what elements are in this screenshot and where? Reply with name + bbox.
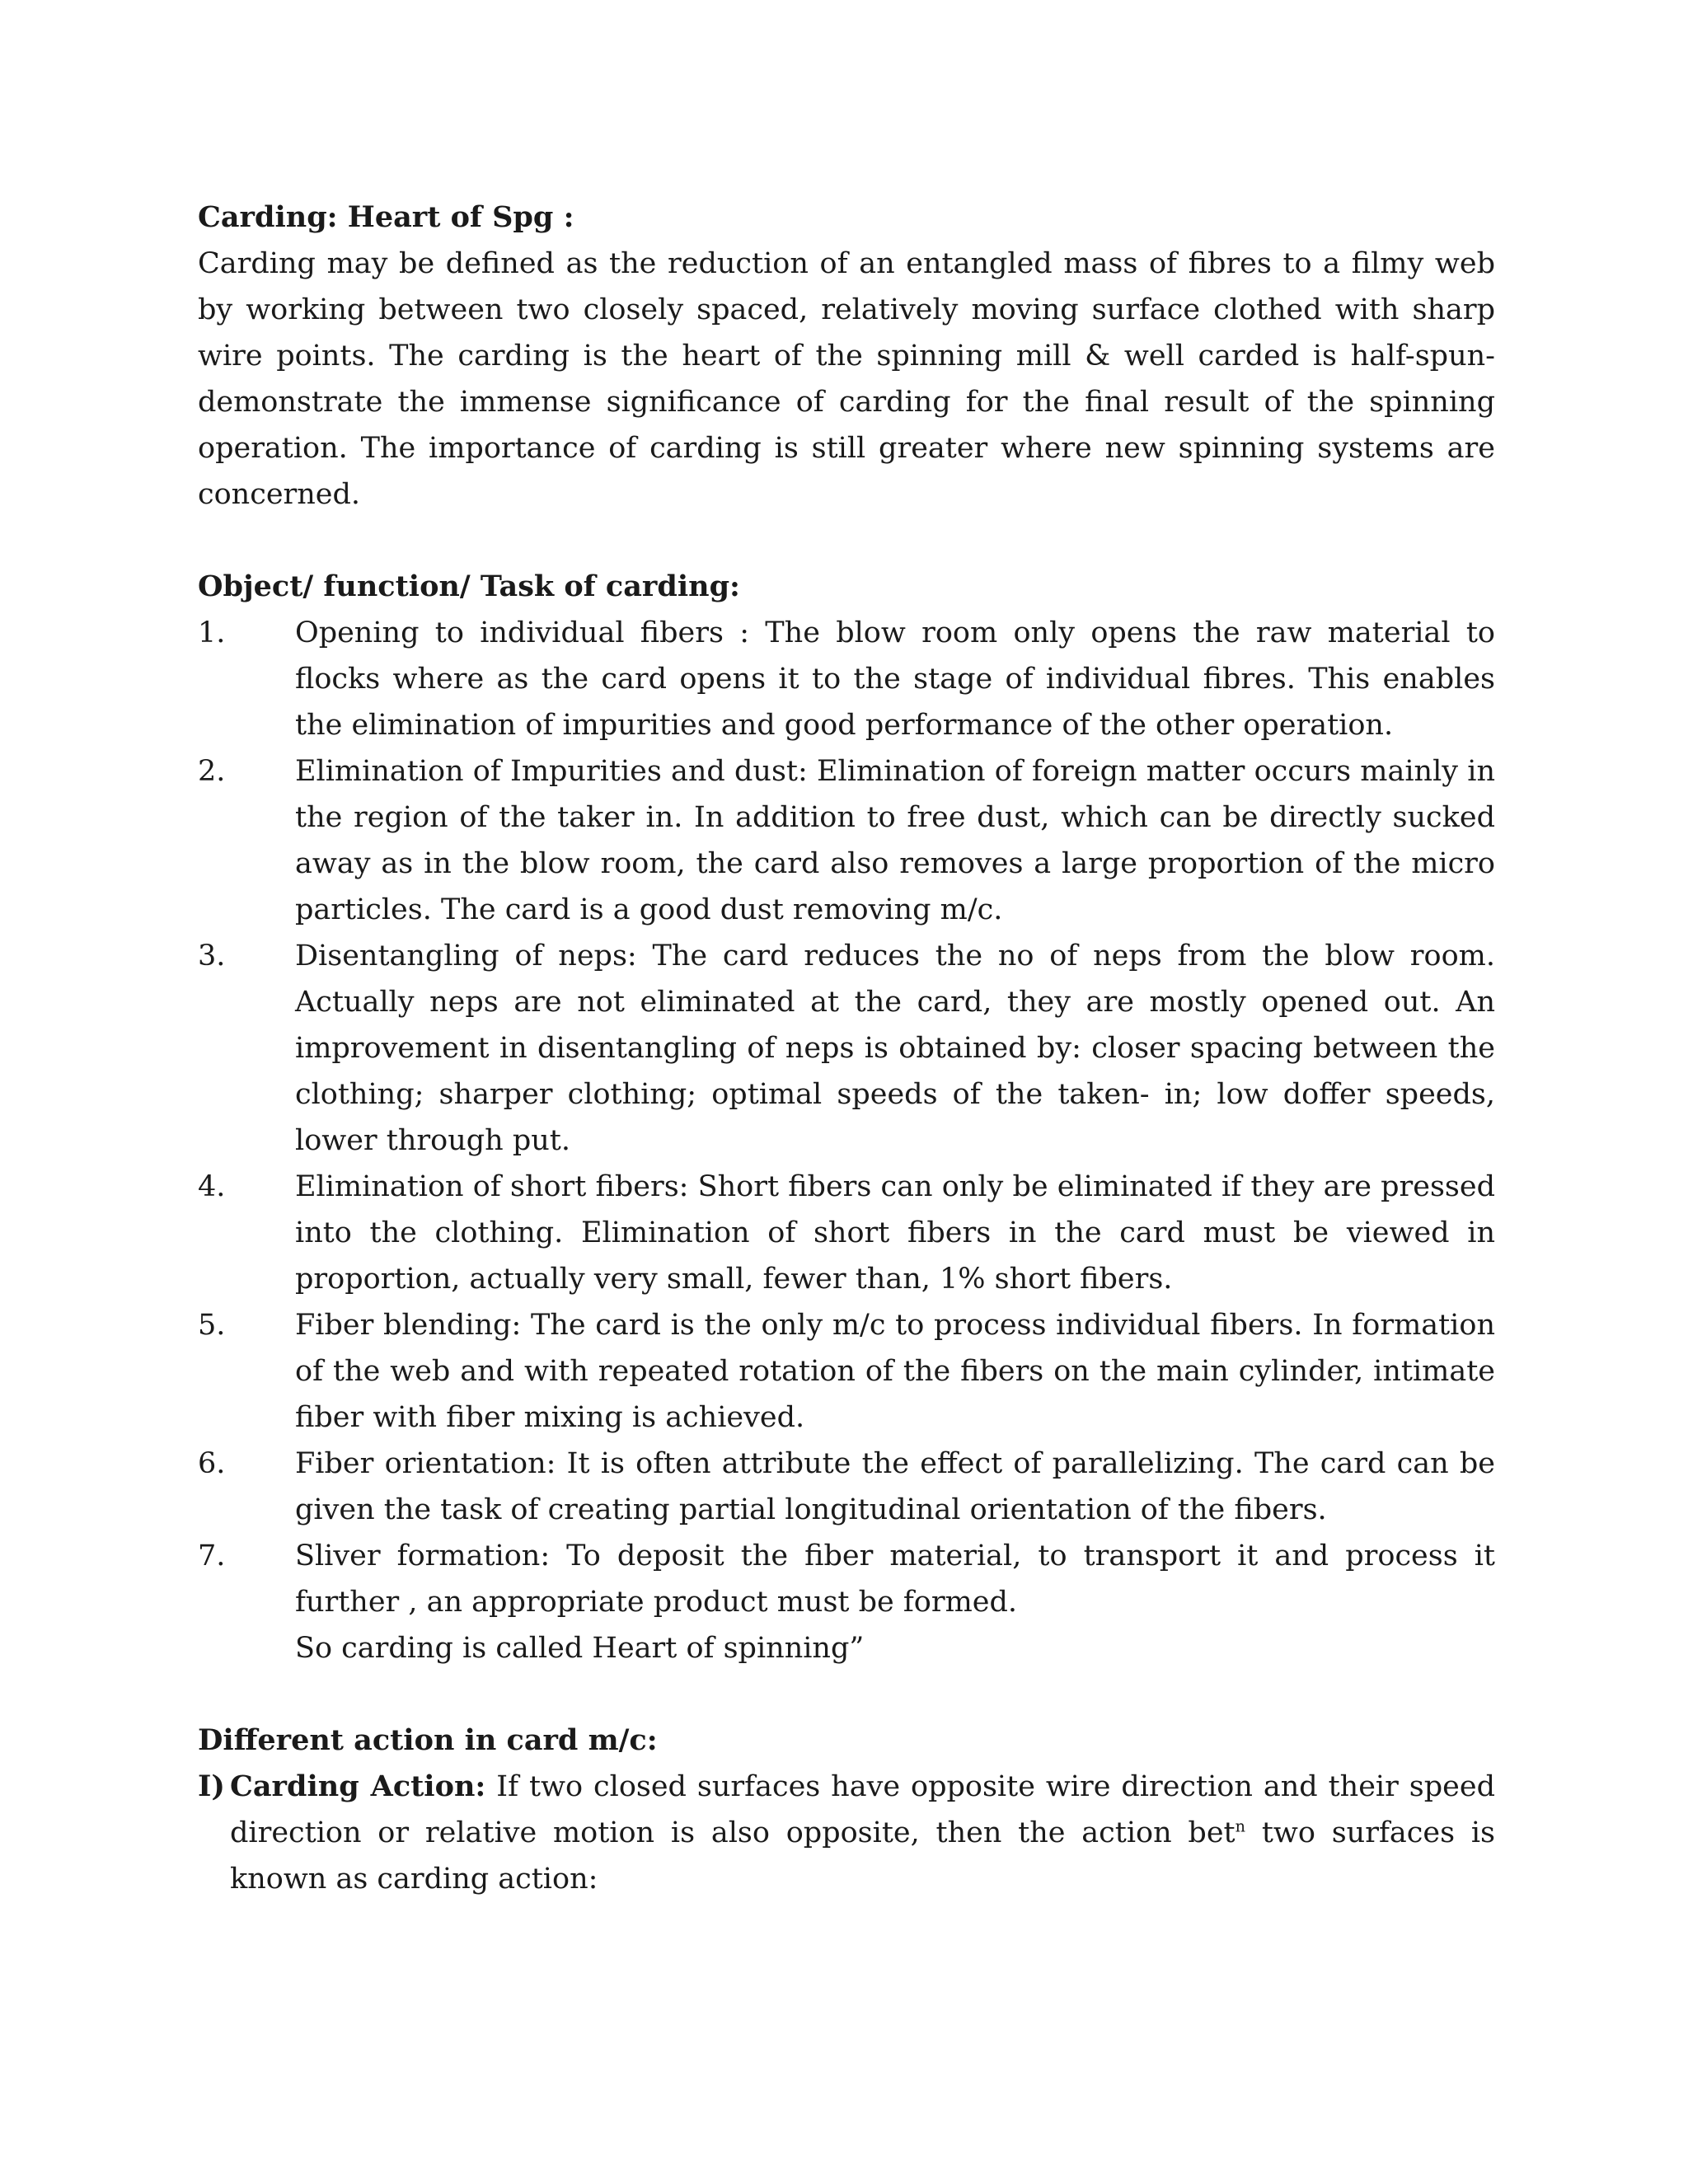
list-item-text: Opening to individual fibers : The blow room only opens the raw material to flocks where as the card opens it to the stage of individual fibres. This enables the elimination of impurities and good performance of the other operation. [295,616,1495,742]
list-number: 7. [198,1540,226,1572]
list-item-conclusion: So carding is called Heart of spinning” [295,1632,865,1665]
list-number: 4. [198,1170,226,1203]
list-number: 3. [198,940,226,972]
roman-numeral: I) [198,1769,225,1803]
list-item [198,1533,1495,1671]
spacer [198,518,1495,564]
list-item-text: Elimination of Impurities and dust: Elimination of foreign matter occurs mainly in the region of the taker in. In addition to free dust, which can be directly sucked away as in the blow room, the card also removes a large proportion of the micro particles. The card is a good dust removing m/c. [295,755,1495,926]
list-item [198,610,1495,748]
heading-different-action: Different action in card m/c: [198,1723,658,1757]
superscript-n: n [1235,1816,1246,1836]
list-item-text: Sliver formation: To deposit the fiber material, to transport it and process it further , an appropriate product must be formed. [295,1540,1495,1619]
list-item [198,933,1495,1164]
carding-task-list [198,610,1495,1671]
document-page [198,194,1495,1902]
list-item-text: Fiber orientation: It is often attribute the effect of parallelizing. The card can be given the task of creating partial longitudinal orientation of the fibers. [295,1447,1495,1526]
list-item [198,748,1495,933]
list-number: 5. [198,1309,226,1342]
carding-action-text-end: two surfaces is known as carding action: [230,1816,1495,1896]
list-number: 6. [198,1447,226,1480]
carding-action-title: Carding Action: [230,1769,486,1803]
carding-action-item [198,1764,1495,1902]
list-item-text: Elimination of short fibers: Short fibers can only be eliminated if they are pressed into the clothing. Elimination of short fibers in the card must be viewed in proportion, actually very small, fewer than, 1% short fibers. [295,1170,1495,1296]
list-number: 2. [198,755,226,788]
heading-object-function: Object/ function/ Task of carding: [198,569,740,603]
list-item-text: Fiber blending: The card is the only m/c to process individual fibers. In formation of the web and with repeated rotation of the fibers on the main cylinder, intimate fiber with fiber mixing is achieved. [295,1309,1495,1434]
heading-carding-heart: Carding: Heart of Spg : [198,200,574,234]
carding-definition-paragraph: Carding may be defined as the reduction of an entangled mass of fibres to a filmy web by working between two closely spaced, relatively moving surface clothed with sharp wire points. The carding is the heart of the spinning mill & well carded is half-spun-demonstrate the immense significance of carding for the final result of the spinning operation. The importance of carding is still greater where new spinning systems are concerned. [198,247,1495,511]
spacer [198,1671,1495,1718]
list-item [198,1441,1495,1533]
list-number: 1. [198,616,226,649]
carding-action-text: If two closed surfaces have opposite wire direction and their speed direction or relative motion is also opposite, then the action bet [230,1770,1495,1849]
list-item-text: Disentangling of neps: The card reduces the no of neps from the blow room. Actually neps are not eliminated at the card, they are mostly opened out. An improvement in disentangling of neps is obtained by: closer spacing between the clothing; sharper clothing; optimal speeds of the taken- in; low doffer speeds, lower through put. [295,940,1495,1157]
list-item [198,1164,1495,1302]
list-item [198,1302,1495,1441]
